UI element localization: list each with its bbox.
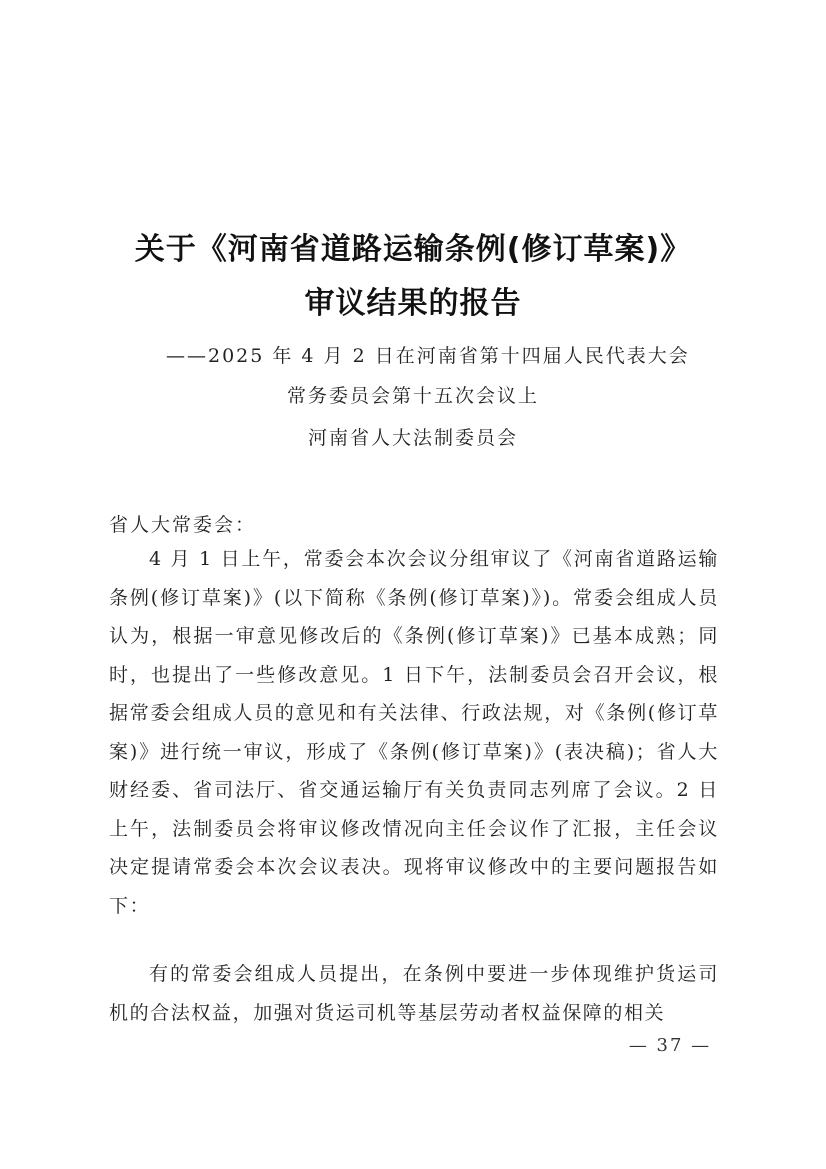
body-paragraph-1: 4 月 1 日上午，常委会本次会议分组审议了《河南省道路运输条例(修订草案)》(以下简称《条例(修订草案)》)。常委会组成人员认为，根据一审意见修改后的《条例(修订草案)》已基本成熟；同时，也提出了一些修改意见。1 日下午，法制委员会召开会议，根据常委会组成人员的意见和有关法律、行政法规，对《条例(修订草案)》进行统一审议，形成了《条例(修订草案)》(表决稿)；省人大财经委、省司法厅、省交通运输厅有关负责同志列席了会议。2 日上午，法制委员会将审议修改情况向主任会议作了汇报，主任会议决定提请常委会本次会议表决。现将审议修改中的主要问题报告如下： bbox=[109, 548, 719, 917]
document-title-line2: 审议结果的报告 bbox=[304, 286, 522, 321]
document-title-line1: 关于《河南省道路运输条例(修订草案)》 bbox=[134, 232, 692, 267]
page-number: — 37 — bbox=[628, 1035, 712, 1056]
subtitle-date-line: ——2025 年 4 月 2 日在河南省第十四届人民代表大会 bbox=[166, 345, 690, 367]
body-paragraph-2: 有的常委会组成人员提出，在条例中要进一步体现维护货运司机的合法权益，加强对货运司机等基层劳动者权益保障的相关 bbox=[109, 963, 719, 1024]
subtitle-meeting-line: 常务委员会第十五次会议上 bbox=[286, 385, 539, 407]
salutation: 省人大常委会： bbox=[109, 514, 257, 536]
subtitle-author-line: 河南省人大法制委员会 bbox=[307, 427, 518, 449]
